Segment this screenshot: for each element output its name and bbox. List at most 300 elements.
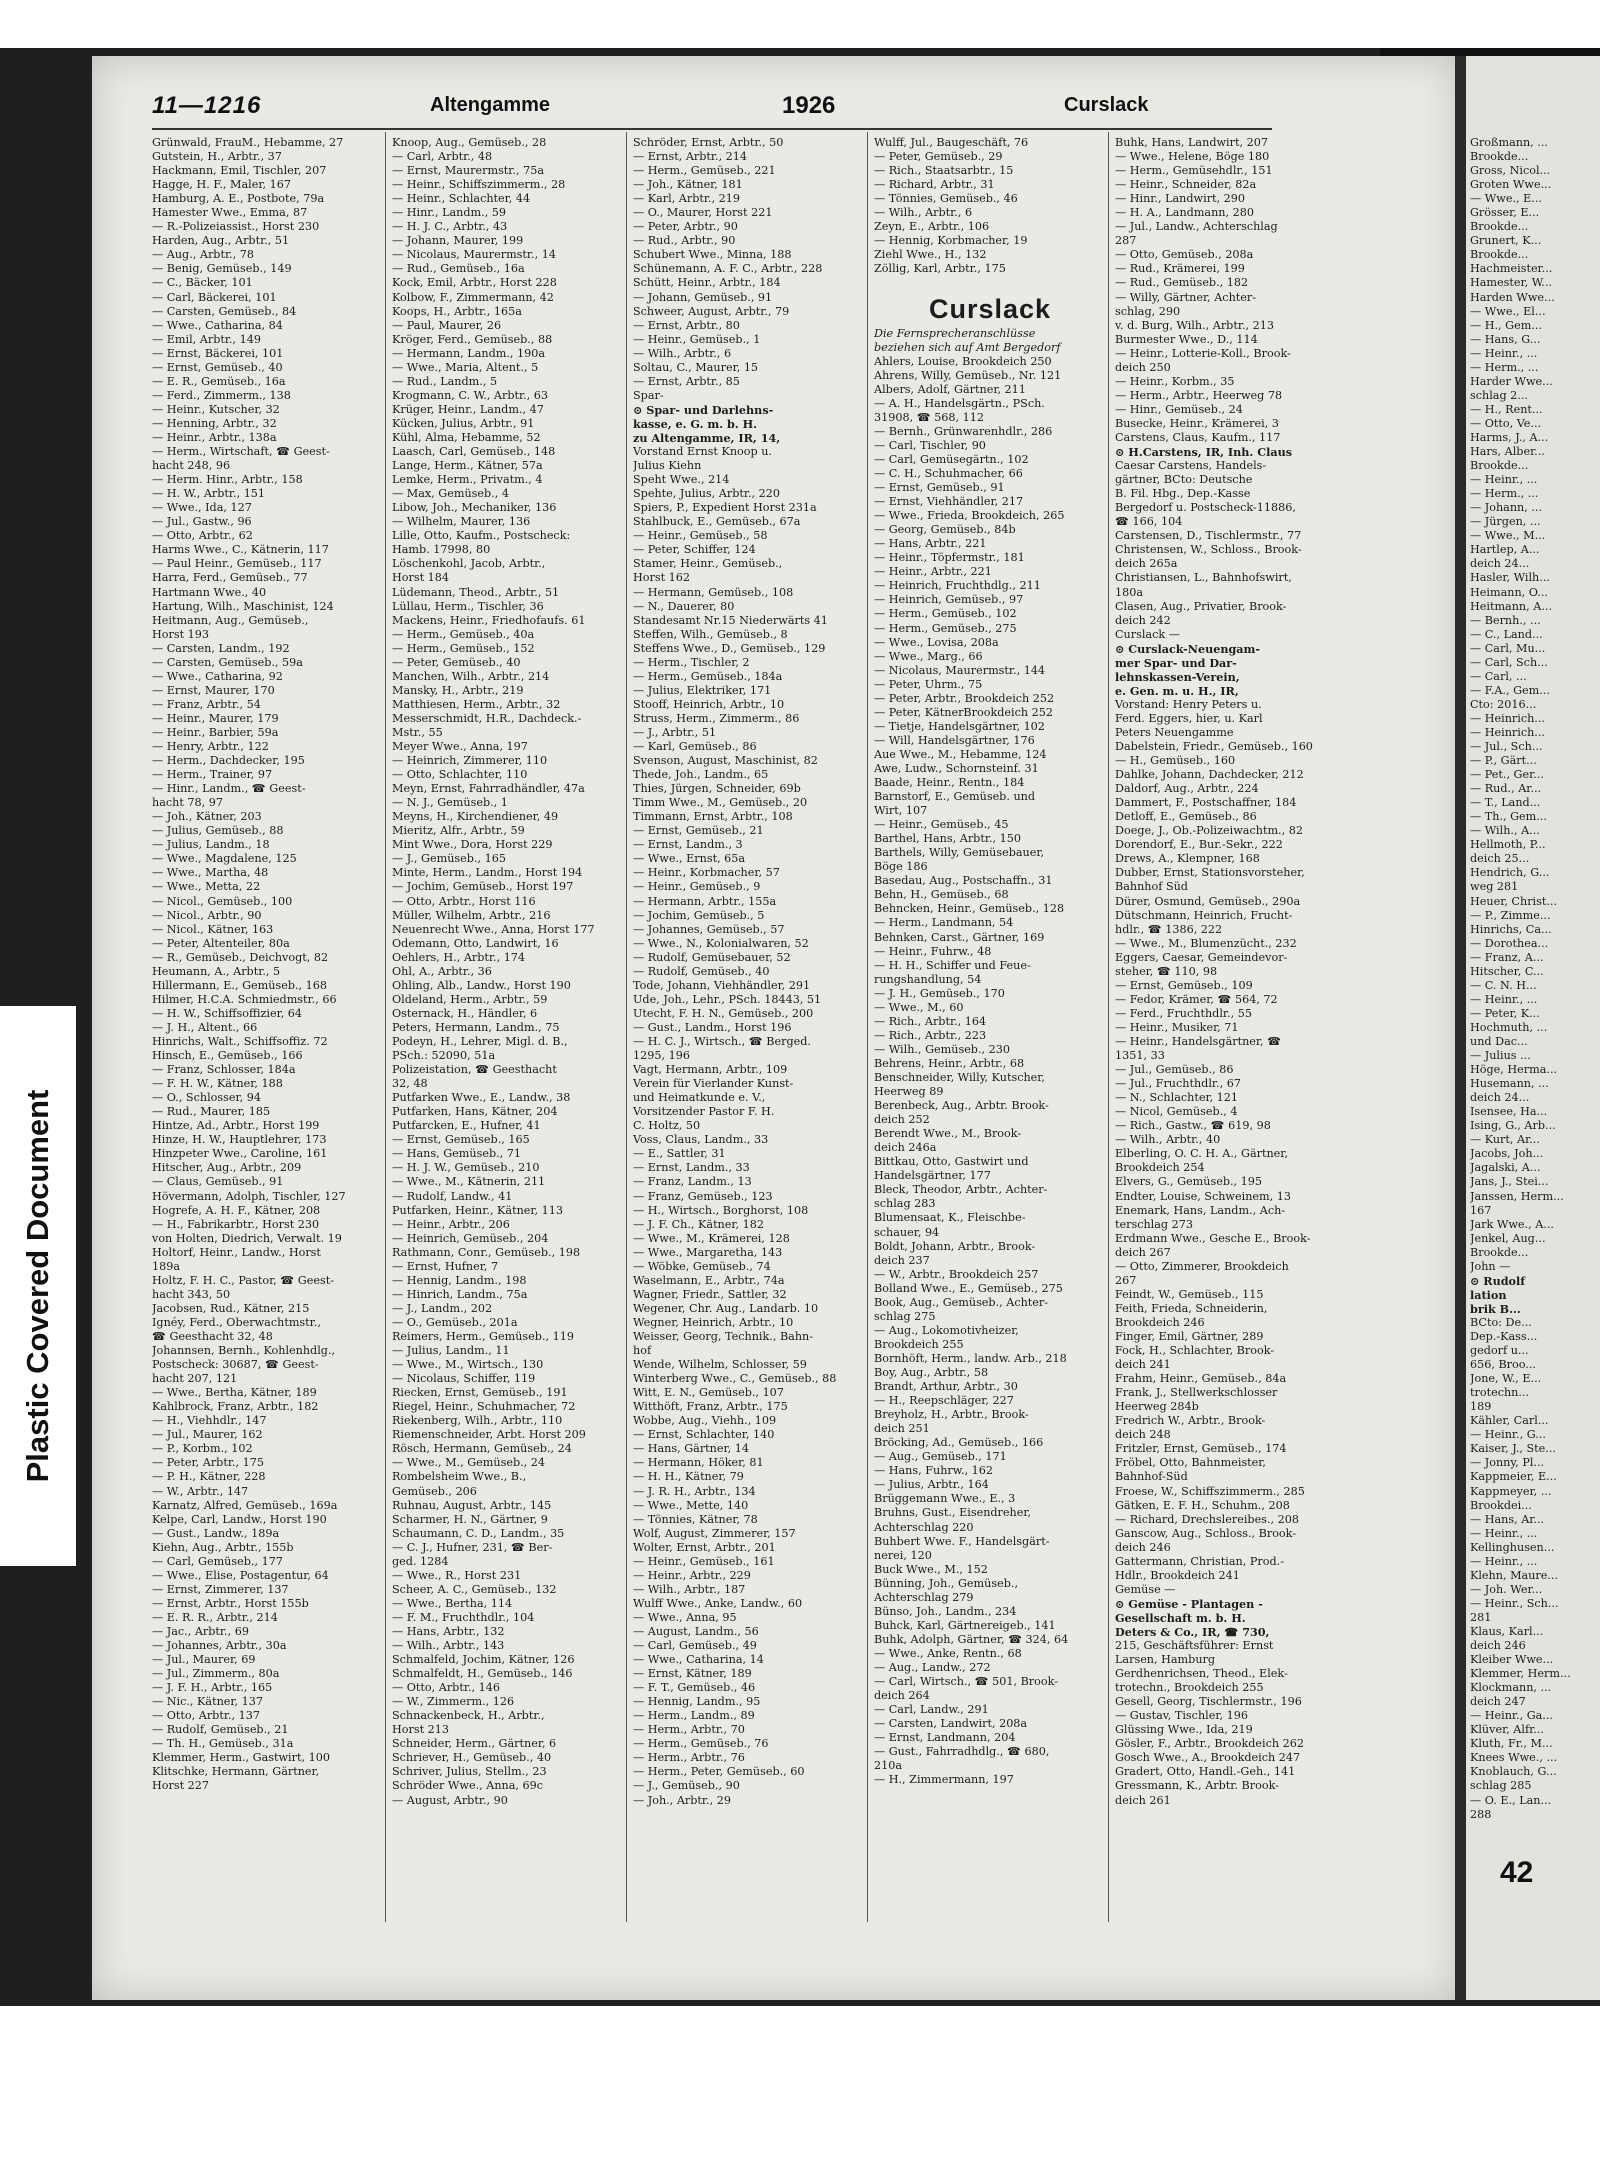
directory-entry: Lüdemann, Theod., Arbtr., 51 (392, 585, 560, 599)
directory-entry: Book, Aug., Gemüseb., Achter- (874, 1295, 1049, 1309)
directory-entry: — Wwe., Mette, 140 (633, 1498, 749, 1512)
directory-entry: — E., Sattler, 31 (633, 1147, 726, 1161)
directory-entry: Klitschke, Hermann, Gärtner, (152, 1765, 320, 1779)
directory-entry: — Peter, Schiffer, 124 (633, 543, 756, 557)
directory-entry: Benschneider, Willy, Kutscher, (874, 1071, 1045, 1084)
directory-entry: Schneider, Herm., Gärtner, 6 (392, 1737, 557, 1751)
directory-entry: — Hinr., Landm., ☎ Geest- (152, 782, 306, 796)
directory-entry: — Heinrich, Gemüseb., 97 (874, 593, 1024, 607)
directory-entry: Jone, W., E... (1470, 1372, 1542, 1386)
directory-entry: Libow, Joh., Mechaniker, 136 (392, 501, 557, 515)
directory-entry: Handelsgärtner, 177 (874, 1169, 991, 1183)
directory-entry: Vorstand: Henry Peters u. (1115, 697, 1262, 711)
directory-entry: Stamer, Heinr., Gemüseb., (633, 557, 783, 571)
directory-entry: Höge, Herma... (1470, 1063, 1558, 1077)
directory-entry: — J., Gemüseb., 165 (392, 852, 506, 866)
directory-entry: Hintze, Ad., Arbtr., Horst 199 (152, 1119, 320, 1133)
directory-entry: — Hans, Gärtner, 14 (633, 1442, 749, 1456)
directory-entry: — H., Gemüseb., 160 (1115, 754, 1236, 768)
directory-entry: — Franz, A... (1470, 950, 1544, 964)
directory-entry: Husemann, ... (1470, 1077, 1549, 1091)
directory-entry: — Ernst, Gemüseb., 40 (152, 360, 283, 374)
directory-entry: Gattermann, Christian, Prod.- (1115, 1554, 1284, 1568)
page-id: 11—1216 (152, 92, 262, 119)
directory-entry: Johannsen, Bernh., Kohlenhdlg., (152, 1344, 336, 1358)
directory-entry: — Carl, Landw., 291 (874, 1703, 989, 1717)
directory-entry: — Jochim, Gemüseb., 5 (633, 908, 765, 922)
directory-entry: — Gust., Fahrradhdlg., ☎ 680, (874, 1745, 1050, 1759)
directory-entry: — Heinr., Korbmacher, 57 (633, 866, 780, 880)
directory-entry: — Wwe., M., 60 (874, 1000, 964, 1014)
directory-entry: — Karl, Arbtr., 219 (633, 192, 741, 206)
directory-entry: Behncken, Heinr., Gemüseb., 128 (874, 902, 1065, 916)
directory-entry: — Franz, Landm., 13 (633, 1175, 752, 1189)
directory-entry: ⊙ Gemüse - Plantagen - (1115, 1596, 1263, 1611)
directory-entry: Timmann, Ernst, Arbtr., 108 (633, 810, 793, 824)
directory-entry: zu Altengamme, IR, 14, (633, 430, 781, 445)
directory-entry: ☎ 166, 104 (1115, 515, 1183, 529)
directory-entry: Dahlke, Johann, Dachdecker, 212 (1115, 768, 1304, 782)
directory-entry: Oehlers, H., Arbtr., 174 (392, 950, 526, 964)
directory-entry: Jacobs, Joh... (1470, 1147, 1544, 1161)
directory-entry: Schröder, Ernst, Arbtr., 50 (633, 136, 784, 149)
directory-entry: — N., Dauerer, 80 (633, 599, 735, 613)
directory-entry: Riekenberg, Wilh., Arbtr., 110 (392, 1414, 563, 1428)
directory-entry: Reimers, Herm., Gemüseb., 119 (392, 1329, 574, 1343)
directory-entry: Riecken, Ernst, Gemüseb., 191 (392, 1386, 568, 1400)
directory-entry: Basedau, Aug., Postschaffn., 31 (874, 874, 1053, 888)
directory-entry: — Aug., Arbtr., 78 (152, 248, 254, 262)
directory-entry: — Wwe., Margaretha, 143 (633, 1245, 783, 1259)
directory-entry: — Heinr., Maurer, 179 (152, 711, 279, 725)
directory-entry: brik B... (1470, 1301, 1521, 1316)
directory-entry: Larsen, Hamburg (1115, 1653, 1216, 1667)
directory-entry: Klemmer, Herm... (1470, 1667, 1571, 1681)
directory-entry: Barthel, Hans, Arbtr., 150 (874, 832, 1021, 846)
directory-entry: Gradert, Otto, Handl.-Geh., 141 (1115, 1765, 1296, 1779)
directory-entry: Voss, Claus, Landm., 33 (633, 1133, 769, 1147)
column-divider (867, 132, 868, 1922)
directory-entry: — Wwe., N., Kolonialwaren, 52 (633, 936, 809, 950)
directory-entry: — Pet., Ger... (1470, 768, 1544, 782)
directory-entry: Ignéy, Ferd., Oberwachtmstr., (152, 1315, 321, 1329)
directory-entry: John — (1470, 1259, 1511, 1273)
directory-entry: — Rud., Gemüseb., 16a (392, 262, 525, 276)
directory-entry: — Nicolaus, Schiffer, 119 (392, 1372, 536, 1386)
directory-entry: Scheer, A. C., Gemüseb., 132 (392, 1582, 557, 1596)
directory-entry: — H. A., Landmann, 280 (1115, 206, 1254, 220)
directory-entry: — Heinr., ... (1470, 473, 1538, 487)
directory-entry: — Th., Gem... (1470, 810, 1547, 824)
directory-entry: Löschenkohl, Jacob, Arbtr., (392, 557, 546, 571)
directory-entry: Winterberg Wwe., C., Gemüseb., 88 (633, 1372, 837, 1386)
directory-entry: Hitscher, Aug., Arbtr., 209 (152, 1161, 302, 1175)
directory-entry: Aue Wwe., M., Hebamme, 124 (874, 747, 1047, 761)
directory-entry: Vorstand Ernst Knoop u. (633, 445, 772, 459)
directory-entry: v. d. Burg, Wilh., Arbtr., 213 (1115, 318, 1274, 332)
directory-entry: — Peter, Gemüseb., 29 (874, 150, 1003, 164)
directory-entry: — Heinr., G... (1470, 1428, 1546, 1442)
directory-entry: — Ernst, Viehhändler, 217 (874, 495, 1024, 509)
directory-entry: Hartlep, A... (1470, 543, 1540, 557)
directory-entry: — Paul Heinr., Gemüseb., 117 (152, 557, 322, 571)
directory-entry: — Nicol., Kätner, 163 (152, 922, 274, 936)
directory-entry: — Herm., Arbtr., 70 (633, 1723, 745, 1737)
directory-entry: Fock, H., Schlachter, Brook- (1115, 1344, 1275, 1358)
directory-entry: — H. H., Schiffer und Feue- (874, 958, 1031, 972)
directory-entry: — Jürgen, ... (1470, 515, 1541, 529)
directory-entry: Ruhnau, August, Arbtr., 145 (392, 1498, 552, 1512)
directory-entry: — Julius, Elektriker, 171 (633, 683, 772, 697)
directory-entry: Fröbel, Otto, Bahnmeister, (1115, 1456, 1266, 1470)
directory-entry: — Herm., Gemüseb., 184a (633, 669, 783, 683)
directory-entry: — Rudolf, Landw., 41 (392, 1189, 513, 1203)
directory-entry: Jacobsen, Rud., Kätner, 215 (152, 1301, 310, 1315)
directory-entry: Wagner, Friedr., Sattler, 32 (633, 1287, 787, 1301)
directory-entry: — Wöbke, Gemüseb., 74 (633, 1259, 771, 1273)
directory-entry: Buhk, Hans, Landwirt, 207 (1115, 136, 1268, 149)
directory-entry: Behnken, Carst., Gärtner, 169 (874, 930, 1045, 944)
directory-entry: — H. J. C., Arbtr., 43 (392, 220, 508, 234)
directory-entry: — J. F. H., Arbtr., 165 (152, 1681, 273, 1695)
directory-entry: — Joh. Wer... (1470, 1582, 1543, 1596)
directory-entry: deich 24... (1470, 1091, 1530, 1105)
directory-entry: — Herm., Gemüseb., 275 (874, 621, 1017, 635)
directory-entry: — Jochim, Gemüseb., Horst 197 (392, 880, 574, 894)
directory-entry: Peters, Hermann, Landm., 75 (392, 1020, 560, 1034)
directory-entry: weg 281 (1470, 880, 1519, 894)
directory-entry: — W., Zimmerm., 126 (392, 1695, 515, 1709)
directory-entry: — E. R. R., Arbtr., 214 (152, 1610, 278, 1624)
directory-entry: hof (633, 1344, 652, 1358)
directory-entry: Gösler, F., Arbtr., Brookdeich 262 (1115, 1737, 1304, 1751)
directory-entry: Clasen, Aug., Privatier, Brook- (1115, 599, 1287, 613)
directory-entry: — W., Arbtr., 147 (152, 1484, 249, 1498)
directory-entry: Zöllig, Karl, Arbtr., 175 (874, 262, 1006, 276)
directory-entry: Cto: 2016... (1470, 697, 1537, 711)
directory-entry: Brüggemann Wwe., E., 3 (874, 1492, 1016, 1506)
directory-entry: — Heinrich... (1470, 711, 1545, 725)
directory-entry: Meyer Wwe., Anna, 197 (392, 740, 528, 754)
directory-entry: — Nicolaus, Maurermstr., 144 (874, 663, 1046, 677)
directory-entry: Mint Wwe., Dora, Horst 229 (392, 838, 553, 852)
column-divider (385, 132, 386, 1922)
directory-entry: — Rud., Ar... (1470, 782, 1542, 796)
directory-entry: deich 246 (1115, 1540, 1171, 1554)
directory-entry: Harra, Ferd., Gemüseb., 77 (152, 571, 308, 585)
directory-entry: — Wwe., M., Blumenzücht., 232 (1115, 936, 1297, 950)
directory-entry: deich 24... (1470, 557, 1530, 571)
directory-entry: — Wilh., A... (1470, 824, 1540, 838)
directory-entry: 1295, 196 (633, 1049, 690, 1063)
directory-entry: — Carl, Sch... (1470, 655, 1548, 669)
directory-entry: — Wwe., Frieda, Brookdeich, 265 (874, 509, 1065, 523)
directory-entry: — Heinrich, Gemüseb., 204 (392, 1231, 549, 1245)
directory-entry: Gressmann, K., Arbtr. Brook- (1115, 1779, 1279, 1793)
directory-entry: — P., Korbm., 102 (152, 1442, 253, 1456)
directory-entry: Mieritz, Alfr., Arbtr., 59 (392, 824, 525, 838)
directory-entry: ⊙ H.Carstens, IR, Inh. Claus (1115, 445, 1293, 460)
directory-entry: Carstensen, D., Tischlermstr., 77 (1115, 529, 1302, 543)
directory-entry: — Carsten, Landwirt, 208a (874, 1717, 1028, 1731)
directory-entry: — H., Wirtsch., Borghorst, 108 (633, 1203, 809, 1217)
page-number: 42 (1500, 1856, 1534, 1889)
directory-entry: — Carsten, Landm., 192 (152, 641, 290, 655)
directory-entry: — Herm., ... (1470, 487, 1539, 501)
directory-entry: Buhk, Adolph, Gärtner, ☎ 324, 64 (874, 1632, 1069, 1646)
directory-entry: — Wwe., Anna, 95 (633, 1610, 737, 1624)
directory-entry: — Carl, Bäckerei, 101 (152, 290, 277, 304)
directory-entry: deich 251 (874, 1422, 930, 1436)
directory-entry: — Herm., ... (1470, 360, 1539, 374)
directory-entry: Podeyn, H., Lehrer, Migl. d. B., (392, 1035, 568, 1048)
directory-entry: — J., Landm., 202 (392, 1301, 493, 1315)
directory-entry: — Peter, Arbtr., Brookdeich 252 (874, 691, 1055, 705)
directory-entry: Drews, A., Klempner, 168 (1115, 852, 1260, 866)
directory-entry: Waselmann, E., Arbtr., 74a (633, 1273, 785, 1287)
directory-entry: Bergedorf u. Postscheck-11886, (1115, 501, 1296, 515)
directory-entry: — Hans, Gemüseb., 71 (392, 1147, 522, 1161)
directory-entry: Wende, Wilhelm, Schlosser, 59 (633, 1358, 807, 1372)
directory-entry: Ziehl Wwe., H., 132 (874, 248, 987, 262)
directory-entry: Brookdeich 255 (874, 1337, 964, 1351)
directory-entry: — Will, Handelsgärtner, 176 (874, 733, 1035, 747)
directory-entry: Baade, Heinr., Rentn., 184 (874, 776, 1025, 790)
directory-entry: — Tönnies, Kätner, 78 (633, 1512, 758, 1526)
directory-entry: — Wwe., E... (1470, 192, 1542, 206)
directory-entry: — Johannes, Gemüseb., 57 (633, 922, 785, 936)
directory-entry: Minte, Herm., Landm., Horst 194 (392, 866, 583, 880)
directory-entry: Koops, H., Arbtr., 165a (392, 304, 522, 318)
directory-entry: — Otto, Arbtr., Horst 116 (392, 894, 536, 908)
directory-entry: Hinsch, E., Gemüseb., 166 (152, 1049, 303, 1063)
directory-entry: — Herm., Landm., 89 (633, 1709, 755, 1723)
directory-entry: deich 247 (1470, 1695, 1526, 1709)
directory-entry: Ahrens, Willy, Gemüseb., Nr. 121 (874, 368, 1062, 382)
directory-entry: — Carl, Mu... (1470, 641, 1546, 655)
directory-entry: deich 265a (1115, 557, 1178, 571)
directory-entry: — C. J., Hufner, 231, ☎ Ber- (392, 1540, 553, 1554)
directory-column-3 (633, 136, 865, 1936)
directory-entry: — Bernh., ... (1470, 613, 1541, 627)
directory-entry: Speht Wwe., 214 (633, 473, 730, 487)
directory-entry: Hamburg, A. E., Postbote, 79a (152, 192, 325, 206)
directory-entry: — A. H., Handelsgärtn., PSch. (874, 396, 1045, 410)
directory-entry: deich 241 (1115, 1358, 1171, 1372)
directory-entry: — Joh., Arbtr., 29 (633, 1793, 731, 1807)
directory-entry: Grösser, E... (1470, 206, 1540, 220)
directory-entry: — Heinr., Gemüseb., 58 (633, 529, 768, 543)
directory-entry: — Hans, Fuhrw., 162 (874, 1464, 994, 1478)
directory-entry: — Carl, Gemüseb., 49 (633, 1639, 757, 1653)
directory-entry: Busecke, Heinr., Krämerei, 3 (1115, 416, 1279, 430)
directory-entry: Stooff, Heinrich, Arbtr., 10 (633, 697, 785, 711)
directory-entry: Dütschmann, Heinrich, Frucht- (1115, 908, 1293, 922)
directory-entry: Glüssing Wwe., Ida, 219 (1115, 1723, 1253, 1737)
side-label-text: Plastic Covered Document (20, 1089, 55, 1483)
directory-entry: Albers, Adolf, Gärtner, 211 (874, 382, 1026, 396)
directory-entry: Rathmann, Conr., Gemüseb., 198 (392, 1245, 581, 1259)
directory-entry: — Johannes, Arbtr., 30a (152, 1639, 287, 1653)
directory-entry: Tode, Johann, Viehhändler, 291 (633, 978, 811, 992)
directory-entry: Klaus, Karl... (1470, 1624, 1544, 1638)
column-divider (626, 132, 627, 1922)
directory-entry: — Rud., Arbtr., 90 (633, 234, 736, 248)
directory-entry: Hamb. 17998, 80 (392, 543, 491, 557)
directory-entry: trotechn... (1470, 1386, 1530, 1400)
directory-entry: — Wwe., M., Wirtsch., 130 (392, 1358, 544, 1372)
directory-entry: Boy, Aug., Arbtr., 58 (874, 1365, 989, 1379)
directory-entry: — Wwe., Catharina, 14 (633, 1653, 764, 1667)
directory-entry: Achterschlag 279 (874, 1590, 974, 1604)
directory-entry: Kleiber Wwe... (1470, 1653, 1554, 1667)
directory-entry: — Ferd., Fruchthdlr., 55 (1115, 1006, 1252, 1020)
directory-entry: Julius Kiehn (633, 459, 702, 473)
directory-entry: 189 (1470, 1400, 1492, 1414)
directory-entry: — Heinrich, Zimmerer, 110 (392, 754, 548, 768)
directory-entry: — Hans, Arbtr., 132 (392, 1624, 505, 1638)
directory-entry: — Wilh., Arbtr., 40 (1115, 1133, 1221, 1147)
directory-entry: — Heinr., Kutscher, 32 (152, 402, 280, 416)
directory-entry: — Paul, Maurer, 26 (392, 318, 502, 332)
directory-entry: Utecht, F. H. N., Gemüseb., 200 (633, 1006, 814, 1020)
directory-entry: gärtner, BCto: Deutsche (1115, 473, 1253, 487)
directory-entry: Brookdeich 246 (1115, 1315, 1205, 1329)
directory-entry: — Max, Gemüseb., 4 (392, 487, 509, 501)
directory-entry: Schütt, Heinr., Arbtr., 184 (633, 276, 781, 290)
directory-entry: Horst 227 (152, 1779, 209, 1793)
directory-entry: Christiansen, L., Bahnhofswirt, (1115, 571, 1292, 585)
directory-entry: Grünwald, FrauM., Hebamme, 27 (152, 136, 344, 149)
directory-entry: Boldt, Johann, Arbtr., Brook- (874, 1239, 1036, 1253)
directory-entry: — Rudolf, Gemüseb., 21 (152, 1723, 289, 1737)
directory-entry: Horst 193 (152, 627, 209, 641)
directory-entry: — Emil, Arbtr., 149 (152, 332, 262, 346)
directory-entry: Timm Wwe., M., Gemüseb., 20 (633, 796, 808, 810)
directory-entry: Dürer, Osmund, Gemüseb., 290a (1115, 894, 1301, 908)
directory-entry: Froese, W., Schiffszimmerm., 285 (1115, 1484, 1305, 1498)
directory-entry: Wegner, Heinrich, Arbtr., 10 (633, 1315, 794, 1329)
directory-entry: — J. F. Ch., Kätner, 182 (633, 1217, 764, 1231)
directory-entry: Spehte, Julius, Arbtr., 220 (633, 487, 781, 501)
directory-entry: Harms Wwe., C., Kätnerin, 117 (152, 543, 329, 557)
directory-entry: — O., Maurer, Horst 221 (633, 206, 773, 220)
directory-entry: — Ernst, Landm., 3 (633, 838, 743, 852)
directory-entry: PSch.: 52090, 51a (392, 1049, 496, 1063)
directory-entry: — Herm., Arbtr., Heerweg 78 (1115, 388, 1283, 402)
directory-entry: — Franz, Arbtr., 54 (152, 697, 261, 711)
directory-entry: — Jul., Gastw., 96 (152, 515, 252, 529)
directory-entry: terschlag 273 (1115, 1217, 1193, 1231)
directory-entry: von Holten, Diedrich, Verwalt. 19 (152, 1231, 342, 1245)
directory-entry: — Heinr., Gemüseb., 45 (874, 818, 1009, 832)
directory-entry: — Ernst, Landm., 33 (633, 1161, 750, 1175)
directory-entry: — Heinr., ... (1470, 1526, 1538, 1540)
directory-entry: — H. H., Kätner, 79 (633, 1470, 744, 1484)
directory-entry: Horst 213 (392, 1723, 449, 1737)
directory-entry: Die Fernsprecheranschlüsse (874, 326, 1036, 340)
directory-entry: — Wwe., Ida, 127 (152, 501, 252, 515)
directory-entry: Schmalfeldt, H., Gemüseb., 146 (392, 1667, 573, 1681)
directory-entry: Knoblauch, G... (1470, 1765, 1557, 1779)
directory-entry: — Ernst, Gemüseb., 91 (874, 481, 1005, 495)
directory-entry: — Wwe., Marg., 66 (874, 649, 983, 663)
directory-entry: — H., Viehhdlr., 147 (152, 1414, 267, 1428)
directory-entry: Harden Wwe... (1470, 290, 1555, 304)
directory-entry: ⊙ Rudolf (1470, 1273, 1526, 1288)
directory-entry: Krogmann, C. W., Arbtr., 63 (392, 388, 548, 402)
directory-entry: — Aug., Landw., 272 (874, 1660, 991, 1674)
directory-entry: Thede, Joh., Landm., 65 (633, 768, 769, 782)
directory-entry: — J. R. H., Arbtr., 134 (633, 1484, 756, 1498)
directory-entry: — F. T., Gemüseb., 46 (633, 1681, 756, 1695)
directory-entry: rungshandlung, 54 (874, 972, 982, 986)
directory-entry: lation (1470, 1287, 1507, 1302)
directory-entry: Thies, Jürgen, Schneider, 69b (633, 782, 801, 796)
directory-entry: — Peter, Arbtr., 90 (633, 220, 738, 234)
directory-entry: Ohl, A., Arbtr., 36 (392, 964, 492, 978)
directory-entry: — Hans, G... (1470, 332, 1541, 346)
directory-entry: Hilmer, H.C.A. Schmiedmstr., 66 (152, 992, 337, 1006)
directory-entry: trotechn., Brookdeich 255 (1115, 1681, 1264, 1695)
directory-entry: — Ernst, Zimmerer, 137 (152, 1582, 289, 1596)
directory-entry: Heitmann, A... (1470, 599, 1552, 613)
directory-entry: Heitmann, Aug., Gemüseb., (152, 613, 309, 627)
directory-entry: — Wwe., Elise, Postagentur, 64 (152, 1568, 329, 1582)
directory-entry: — Ernst, Arbtr., Horst 155b (152, 1596, 309, 1610)
directory-entry: — H. W., Schiffsoffizier, 64 (152, 1006, 303, 1020)
directory-entry: — Hennig, Landm., 95 (633, 1695, 761, 1709)
plastic-covered-label (0, 1006, 76, 1566)
directory-entry: Stahlbuck, E., Gemüseb., 67a (633, 515, 801, 529)
directory-entry: — Heinr., Schneider, 82a (1115, 178, 1257, 192)
directory-entry: — Heinr., Arbtr., 138a (152, 430, 277, 444)
directory-entry: — Hinrich, Landm., 75a (392, 1287, 528, 1301)
directory-entry: Böge 186 (874, 860, 928, 874)
directory-entry: Horst 162 (633, 571, 690, 585)
directory-entry: Detloff, E., Gemüseb., 86 (1115, 810, 1257, 824)
directory-entry: Großmann, ... (1470, 136, 1548, 149)
directory-entry: — Herm., Landmann, 54 (874, 916, 1014, 930)
directory-entry: — Th. H., Gemüseb., 31a (152, 1737, 294, 1751)
directory-entry: hacht 207, 121 (152, 1372, 238, 1386)
directory-entry: hacht 248, 96 (152, 459, 231, 473)
left-running-title: Altengamme (430, 94, 551, 116)
directory-entry: Wobbe, Aug., Viehh., 109 (633, 1414, 777, 1428)
directory-entry: — J. H., Altent., 66 (152, 1020, 258, 1034)
section-heading: Curslack (928, 293, 1052, 324)
directory-entry: — Hinr., Landwirt, 290 (1115, 192, 1245, 206)
directory-entry: — Wilh., Arbtr., 187 (633, 1582, 746, 1596)
directory-entry: Knees Wwe., ... (1470, 1751, 1558, 1765)
directory-entry: 267 (1115, 1273, 1137, 1287)
directory-entry: Hasler, Wilh... (1470, 571, 1550, 585)
directory-entry: schlag 2... (1470, 388, 1528, 402)
directory-entry: Bruhns, Gust., Eisendreher, (874, 1506, 1032, 1520)
directory-entry: B. Fil. Hbg., Dep.-Kasse (1115, 487, 1251, 501)
directory-entry: — Otto, Arbtr., 146 (392, 1681, 500, 1695)
directory-entry: hdlr., ☎ 1386, 222 (1115, 922, 1223, 936)
directory-entry: nerei, 120 (874, 1548, 932, 1562)
directory-entry: — Joh., Kätner, 203 (152, 810, 262, 824)
directory-entry: Knoop, Aug., Gemüseb., 28 (392, 136, 547, 149)
directory-entry: Rombelsheim Wwe., B., (392, 1470, 527, 1484)
directory-entry: — Herm., Tischler, 2 (633, 655, 750, 669)
directory-entry: — Georg, Gemüseb., 84b (874, 523, 1016, 537)
directory-entry: Ude, Joh., Lehr., PSch. 18443, 51 (633, 992, 822, 1006)
directory-entry: — Jul., Landw., Achterschlag (1115, 220, 1278, 234)
directory-entry: Jagalski, A... (1470, 1161, 1541, 1175)
